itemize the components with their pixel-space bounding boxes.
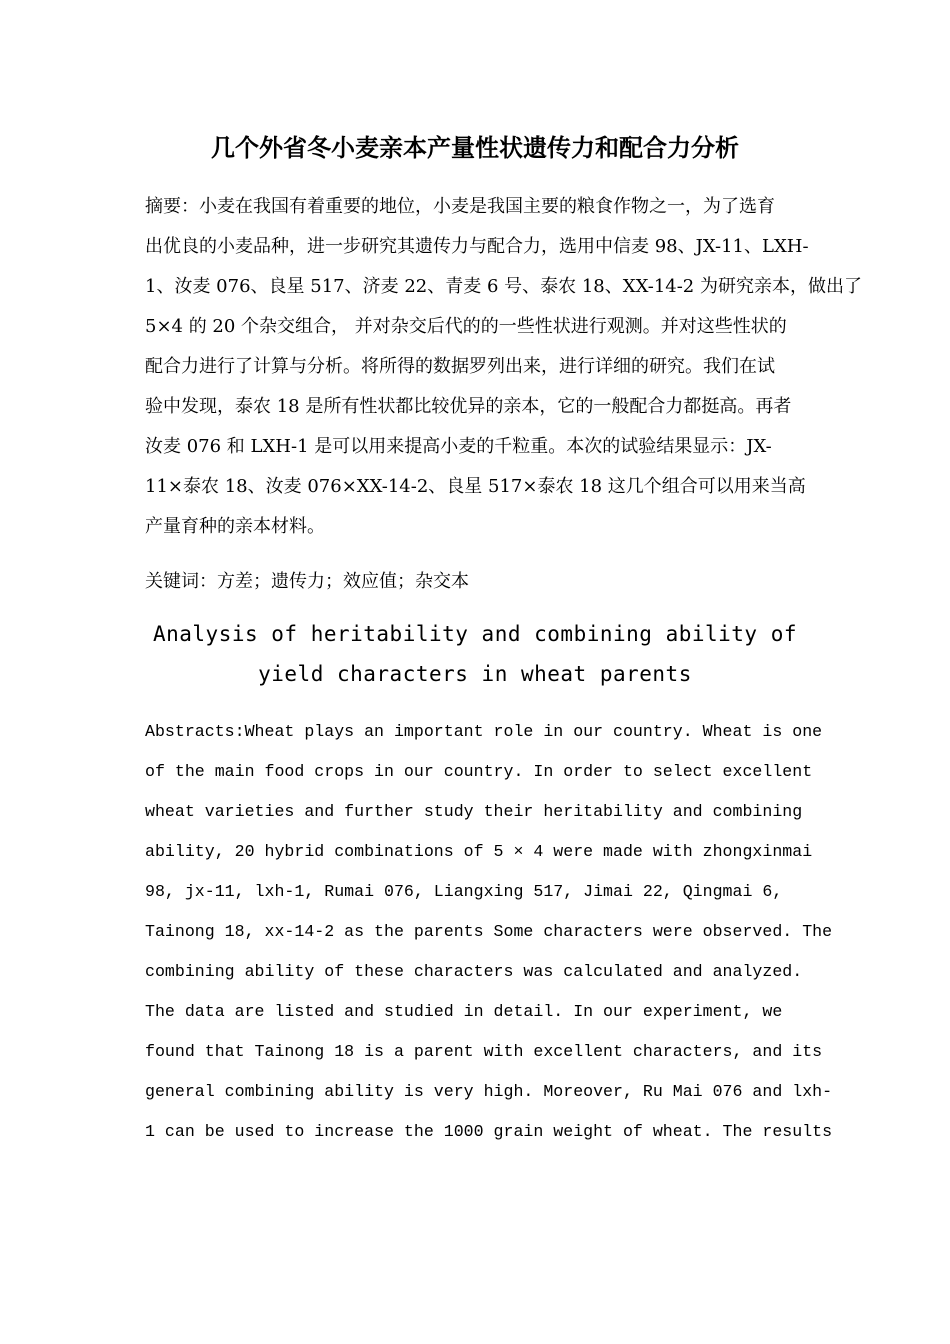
english-abstract-line: general combining ability is very high. Moreover, Ru Mai 076 and lxh- [145, 1082, 833, 1101]
chinese-abstract-line: 配合力进行了计算与分析。将所得的数据罗列出来，进行详细的研究。我们在试 [145, 356, 775, 377]
chinese-abstract-line: 1、汝麦 076、良星 517、济麦 22、青麦 6 号、泰农 18、XX-14-2 为研究亲本，做出了 [145, 276, 862, 297]
english-abstract-line: wheat varieties and further study their heritability and combining [145, 802, 803, 821]
chinese-keywords: 关键词：方差；遗传力；效应值；杂交本 [145, 571, 469, 592]
english-abstract-line: ability, 20 hybrid combinations of 5 × 4 were made with zhongxinmai [145, 842, 813, 861]
english-abstract-line: Abstracts:Wheat plays an important role in our country. Wheat is one [145, 722, 823, 741]
english-abstract-line: found that Tainong 18 is a parent with excellent characters, and its [145, 1042, 823, 1061]
chinese-title: 几个外省冬小麦亲本产量性状遗传力和配合力分析 [211, 134, 739, 162]
chinese-abstract [145, 187, 862, 547]
chinese-abstract-line: 11×泰农 18、汝麦 076×XX-14-2、良星 517×泰农 18 这几个组合可以用来当高 [145, 476, 806, 497]
english-abstract-line: 1 can be used to increase the 1000 grain weight of wheat. The results [145, 1122, 833, 1141]
chinese-abstract-line: 摘要：小麦在我国有着重要的地位，小麦是我国主要的粮食作物之一，为了选育 [145, 196, 775, 217]
english-title-line: yield characters in wheat parents [258, 662, 692, 686]
english-title-line: Analysis of heritability and combining ability of [152, 622, 797, 646]
english-abstract-line: 98, jx-11, lxh-1, Rumai 076, Liangxing 517, Jimai 22, Qingmai 6, [145, 882, 783, 901]
english-abstract-line: Tainong 18, xx-14-2 as the parents Some characters were observed. The [145, 922, 833, 941]
chinese-abstract-line: 产量育种的亲本材料。 [145, 516, 325, 537]
english-title [145, 614, 805, 694]
english-abstract-line: of the main food crops in our country. In order to select excellent [145, 762, 813, 781]
chinese-abstract-line: 5×4 的 20 个杂交组合， 并对杂交后代的的一些性状进行观测。并对这些性状的 [145, 316, 787, 337]
english-abstract-line: The data are listed and studied in detail. In our experiment, we [145, 1002, 783, 1021]
chinese-abstract-line: 出优良的小麦品种，进一步研究其遗传力与配合力，选用中信麦 98、JX-11、LXH- [145, 236, 809, 257]
english-abstract [145, 712, 833, 1152]
english-abstract-line: combining ability of these characters was calculated and analyzed. [145, 962, 803, 981]
chinese-abstract-line: 汝麦 076 和 LXH-1 是可以用来提高小麦的千粒重。本次的试验结果显示：JX- [145, 436, 772, 457]
chinese-abstract-line: 验中发现，泰农 18 是所有性状都比较优异的亲本，它的一般配合力都挺高。再者 [145, 396, 792, 417]
